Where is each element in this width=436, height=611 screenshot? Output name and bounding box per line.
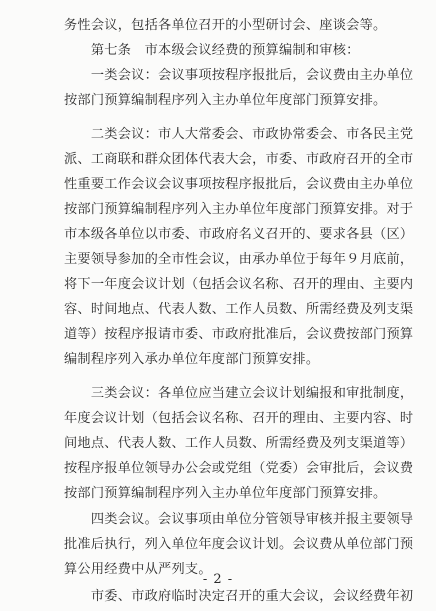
- text-line: 三类会议：各单位应当建立会议计划编报和审批制度，: [64, 386, 414, 401]
- text-line: 二类会议：市人大常委会、市政协常委会、市各民主党: [64, 127, 414, 142]
- text-line: 务性会议，包括各单位召开的小型研讨会、座谈会等。: [64, 18, 387, 33]
- text-line: 将下一年度会议计划（包括会议名称、召开的理由、主要内: [64, 277, 414, 292]
- text-line: 道等）按程序报请市委、市政府批准后，会议费按部门预算: [64, 327, 414, 342]
- text-line: 四类会议。会议事项由单位分管领导审核并报主要领导: [64, 512, 414, 527]
- text-line: 间地点、代表人数、工作人员数、所需经费及列支渠道等）: [64, 436, 414, 451]
- page-number: - 2 -: [202, 572, 234, 587]
- text-line: 算公用经费中从严列支。: [64, 562, 212, 577]
- text-line: 编制程序列入承办单位年度部门预算安排。: [64, 352, 320, 367]
- text-line: 按部门预算编制程序列入主办单位年度部门预算安排。: [64, 486, 387, 501]
- text-line: 批准后执行，列入单位年度会议计划。会议费从单位部门预: [64, 537, 414, 552]
- text-line: 按部门预算编制程序列入主办单位年度部门预算安排。对于: [64, 202, 414, 217]
- text-line: 市本级各单位以市委、市政府名义召开的、要求各县（区）: [64, 227, 414, 242]
- text-line: 主要领导参加的全市性会议，由承办单位于每年９月底前，: [64, 252, 414, 267]
- text-line: 派、工商联和群众团体代表大会，市委、市政府召开的全市: [64, 152, 414, 167]
- text-line: 容、时间地点、代表人数、工作人员数、所需经费及列支渠: [64, 302, 414, 317]
- text-line: 市委、市政府临时决定召开的重大会议，会议经费年初: [64, 589, 414, 604]
- article-heading: 第七条 市本级会议经费的预算编制和审核：: [64, 43, 360, 58]
- text-line: 年度会议计划（包括会议名称、召开的理由、主要内容、时: [64, 411, 414, 426]
- text-line: 性重要工作会议会议事项按程序报批后，会议费由主办单位: [64, 177, 414, 192]
- text-line: 按部门预算编制程序列入主办单位年度部门预算安排。: [64, 93, 387, 108]
- text-line: 一类会议：会议事项按程序报批后，会议费由主办单位: [64, 68, 414, 83]
- text-line: 按程序报单位领导办公会或党组（党委）会审批后，会议费: [64, 461, 414, 476]
